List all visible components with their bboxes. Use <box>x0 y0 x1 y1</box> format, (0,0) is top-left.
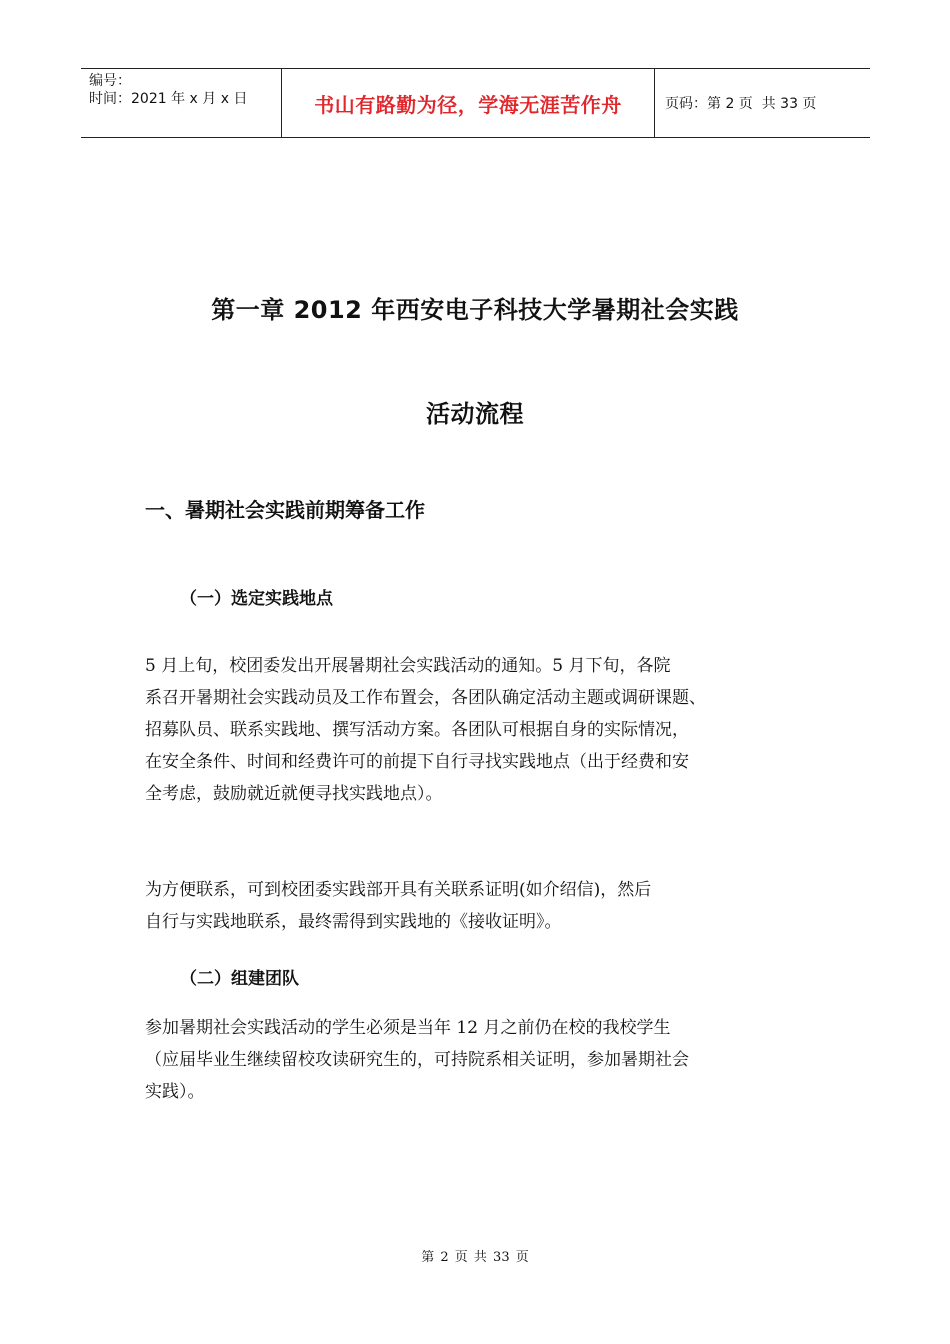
paragraph-line: 5 月上旬，校团委发出开展暑期社会实践活动的通知。5 月下旬，各院 <box>145 656 671 676</box>
paragraph-3 <box>145 1012 825 1108</box>
paragraph-line: 实践）。 <box>145 1082 205 1102</box>
header-page-info-cell <box>655 69 870 137</box>
subsection-heading-2: （二）组建团队 <box>180 969 299 989</box>
page-footer: 第 2 页 共 33 页 <box>421 1250 529 1265</box>
header-date-label: 时间：2021 年 x 月 x 日 <box>89 91 248 107</box>
chapter-title-line-1: 第一章 2012 年西安电子科技大学暑期社会实践 <box>211 296 739 324</box>
header-page-info: 页码：第 2 页 共 33 页 <box>665 96 817 112</box>
section-heading: 一、暑期社会实践前期筹备工作 <box>145 498 425 522</box>
header-meta-cell <box>81 69 281 137</box>
paragraph-line: 系召开暑期社会实践动员及工作布置会，各团队确定活动主题或调研课题、 <box>145 688 706 708</box>
paragraph-2 <box>145 874 825 938</box>
paragraph-line: 招募队员、联系实践地、撰写活动方案。各团队可根据自身的实际情况， <box>145 720 689 740</box>
paragraph-1 <box>145 650 825 810</box>
header-number-label: 编号： <box>89 73 131 89</box>
header-motto: 书山有路勤为径，学海无涯苦作舟 <box>281 69 655 137</box>
subsection-heading-1: （一）选定实践地点 <box>180 589 333 609</box>
paragraph-line: 自行与实践地联系，最终需得到实践地的《接收证明》。 <box>145 912 562 932</box>
paragraph-line: （应届毕业生继续留校攻读研究生的，可持院系相关证明，参加暑期社会 <box>145 1050 689 1070</box>
page-header-table <box>81 68 870 138</box>
paragraph-line: 参加暑期社会实践活动的学生必须是当年 12 月之前仍在校的我校学生 <box>145 1018 671 1038</box>
paragraph-line: 在安全条件、时间和经费许可的前提下自行寻找实践地点（出于经费和安 <box>145 752 689 772</box>
paragraph-line: 为方便联系，可到校团委实践部开具有关联系证明(如介绍信)，然后 <box>145 880 652 900</box>
chapter-title-line-2: 活动流程 <box>426 400 524 428</box>
paragraph-line: 全考虑，鼓励就近就便寻找实践地点）。 <box>145 784 443 804</box>
